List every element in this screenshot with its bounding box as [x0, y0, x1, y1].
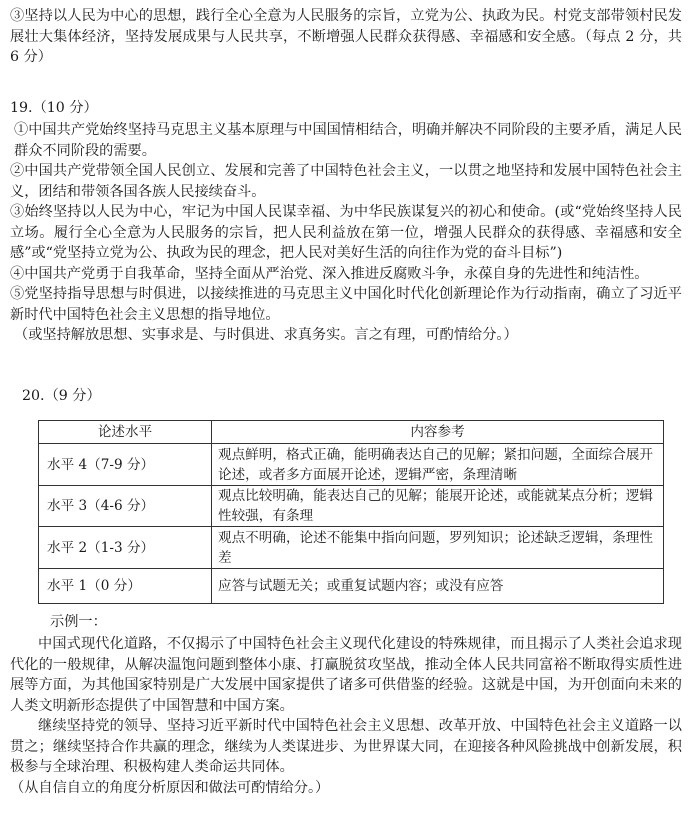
q19-item-4: ④中国共产党勇于自我革命，坚持全面从严治党、深入推进反腐败斗争，永葆自身的先进性和纯洁性。 [10, 265, 649, 282]
q19-item-1: ①中国共产党始终坚持马克思主义基本原理与中国国情相结合，明确并解决不同阶段的主要矛盾，满足人民群众不同阶段的需要。 [14, 122, 682, 159]
q19-note: （或坚持解放思想、实事求是、与时俱进、求真务实。言之有理，可酌情给分。） [14, 327, 518, 343]
table-header-level: 论述水平 [39, 421, 212, 444]
table-header-row [39, 421, 664, 444]
level-cell: 水平 2（1-3 分） [39, 527, 212, 569]
example-body [10, 634, 682, 798]
scoring-table [38, 420, 664, 604]
table-header-content: 内容参考 [212, 421, 664, 444]
q19-item-2: ②中国共产党带领全国人民创立、发展和完善了中国特色社会主义，一以贯之地坚持和发展中国特色社会主义，团结和带领各国各族人民接续奋斗。 [10, 163, 682, 200]
table-row [39, 444, 664, 486]
content-cell: 观点比较明确，能表达自己的见解；能展开论述，或能就某点分析；逻辑性较强，有条理 [212, 486, 664, 527]
q18-point-3: ③坚持以人民为中心的思想，践行全心全意为人民服务的宗旨，立党为公、执政为民。村党支部带领村民发展壮大集体经济，坚持发展成果与人民共享，不断增强人民群众获得感、幸福感和安全感。（每点 2 分，共 6 分） [10, 8, 682, 65]
level-cell: 水平 3（4-6 分） [39, 486, 212, 527]
content-cell: 观点不明确，论述不能集中指向问题，罗列知识；论述缺乏逻辑，条理性差 [212, 527, 664, 569]
table-row [39, 527, 664, 569]
content-cell: 应答与试题无关；或重复试题内容；或没有应答 [212, 569, 664, 604]
q19-item-5: ⑤党坚持指导思想与时俱进，以接续推进的马克思主义中国化时代化创新理论作为行动指南，确立了习近平新时代中国特色社会主义思想的指导地位。 [10, 286, 682, 323]
content-cell: 观点鲜明，格式正确，能明确表达自己的见解；紧扣问题，全面综合展开论述，或者多方面展开论述，逻辑严密，条理清晰 [212, 444, 664, 486]
example-label: 示例一： [50, 614, 107, 630]
example-paragraph-2: 继续坚持党的领导、坚持习近平新时代中国特色社会主义思想、改革开放、中国特色社会主义道路一以贯之；继续坚持合作共赢的理念，继续为人类谋进步、为世界谋大同，在迎接各种风险挑战中创新发展，积极参与全球治理、积极构建人类命运共同体。 [10, 718, 682, 775]
example-paragraph-1: 中国式现代化道路，不仅揭示了中国特色社会主义现代化建设的特殊规律，而且揭示了人类社会追求现代化的一般规律，从解决温饱问题到整体小康、打赢脱贫攻坚战，推动全体人民共同富裕不断取得实质性进展等方面，为其他国家特别是广大发展中国家提供了诸多可供借鉴的经验。这就是中国，为开创面向未来的人类文明新形态提供了中国智慧和中国方案。 [10, 636, 682, 714]
level-cell: 水平 4（7-9 分） [39, 444, 212, 486]
q20-heading: 20.（9 分） [22, 388, 101, 404]
table-row [39, 486, 664, 527]
level-cell: 水平 1（0 分） [39, 569, 212, 604]
table-row [39, 569, 664, 604]
q20-final-note: （从自信自立的角度分析原因和做法可酌情给分。） [10, 779, 330, 796]
q19-heading: 19.（10 分） [10, 100, 98, 116]
q19-item-3: ③始终坚持以人民为中心，牢记为中国人民谋幸福、为中华民族谋复兴的初心和使命。(或“党始终坚持人民立场。履行全心全意为人民服务的宗旨，把人民利益放在第一位，增强人民群众的获得感、幸福感和安全感”或“党坚持立党为公、执政为民的理念，把人民对美好生活的向往作为党的奋斗目标”) [10, 204, 682, 261]
q19-answer-list [10, 120, 682, 346]
